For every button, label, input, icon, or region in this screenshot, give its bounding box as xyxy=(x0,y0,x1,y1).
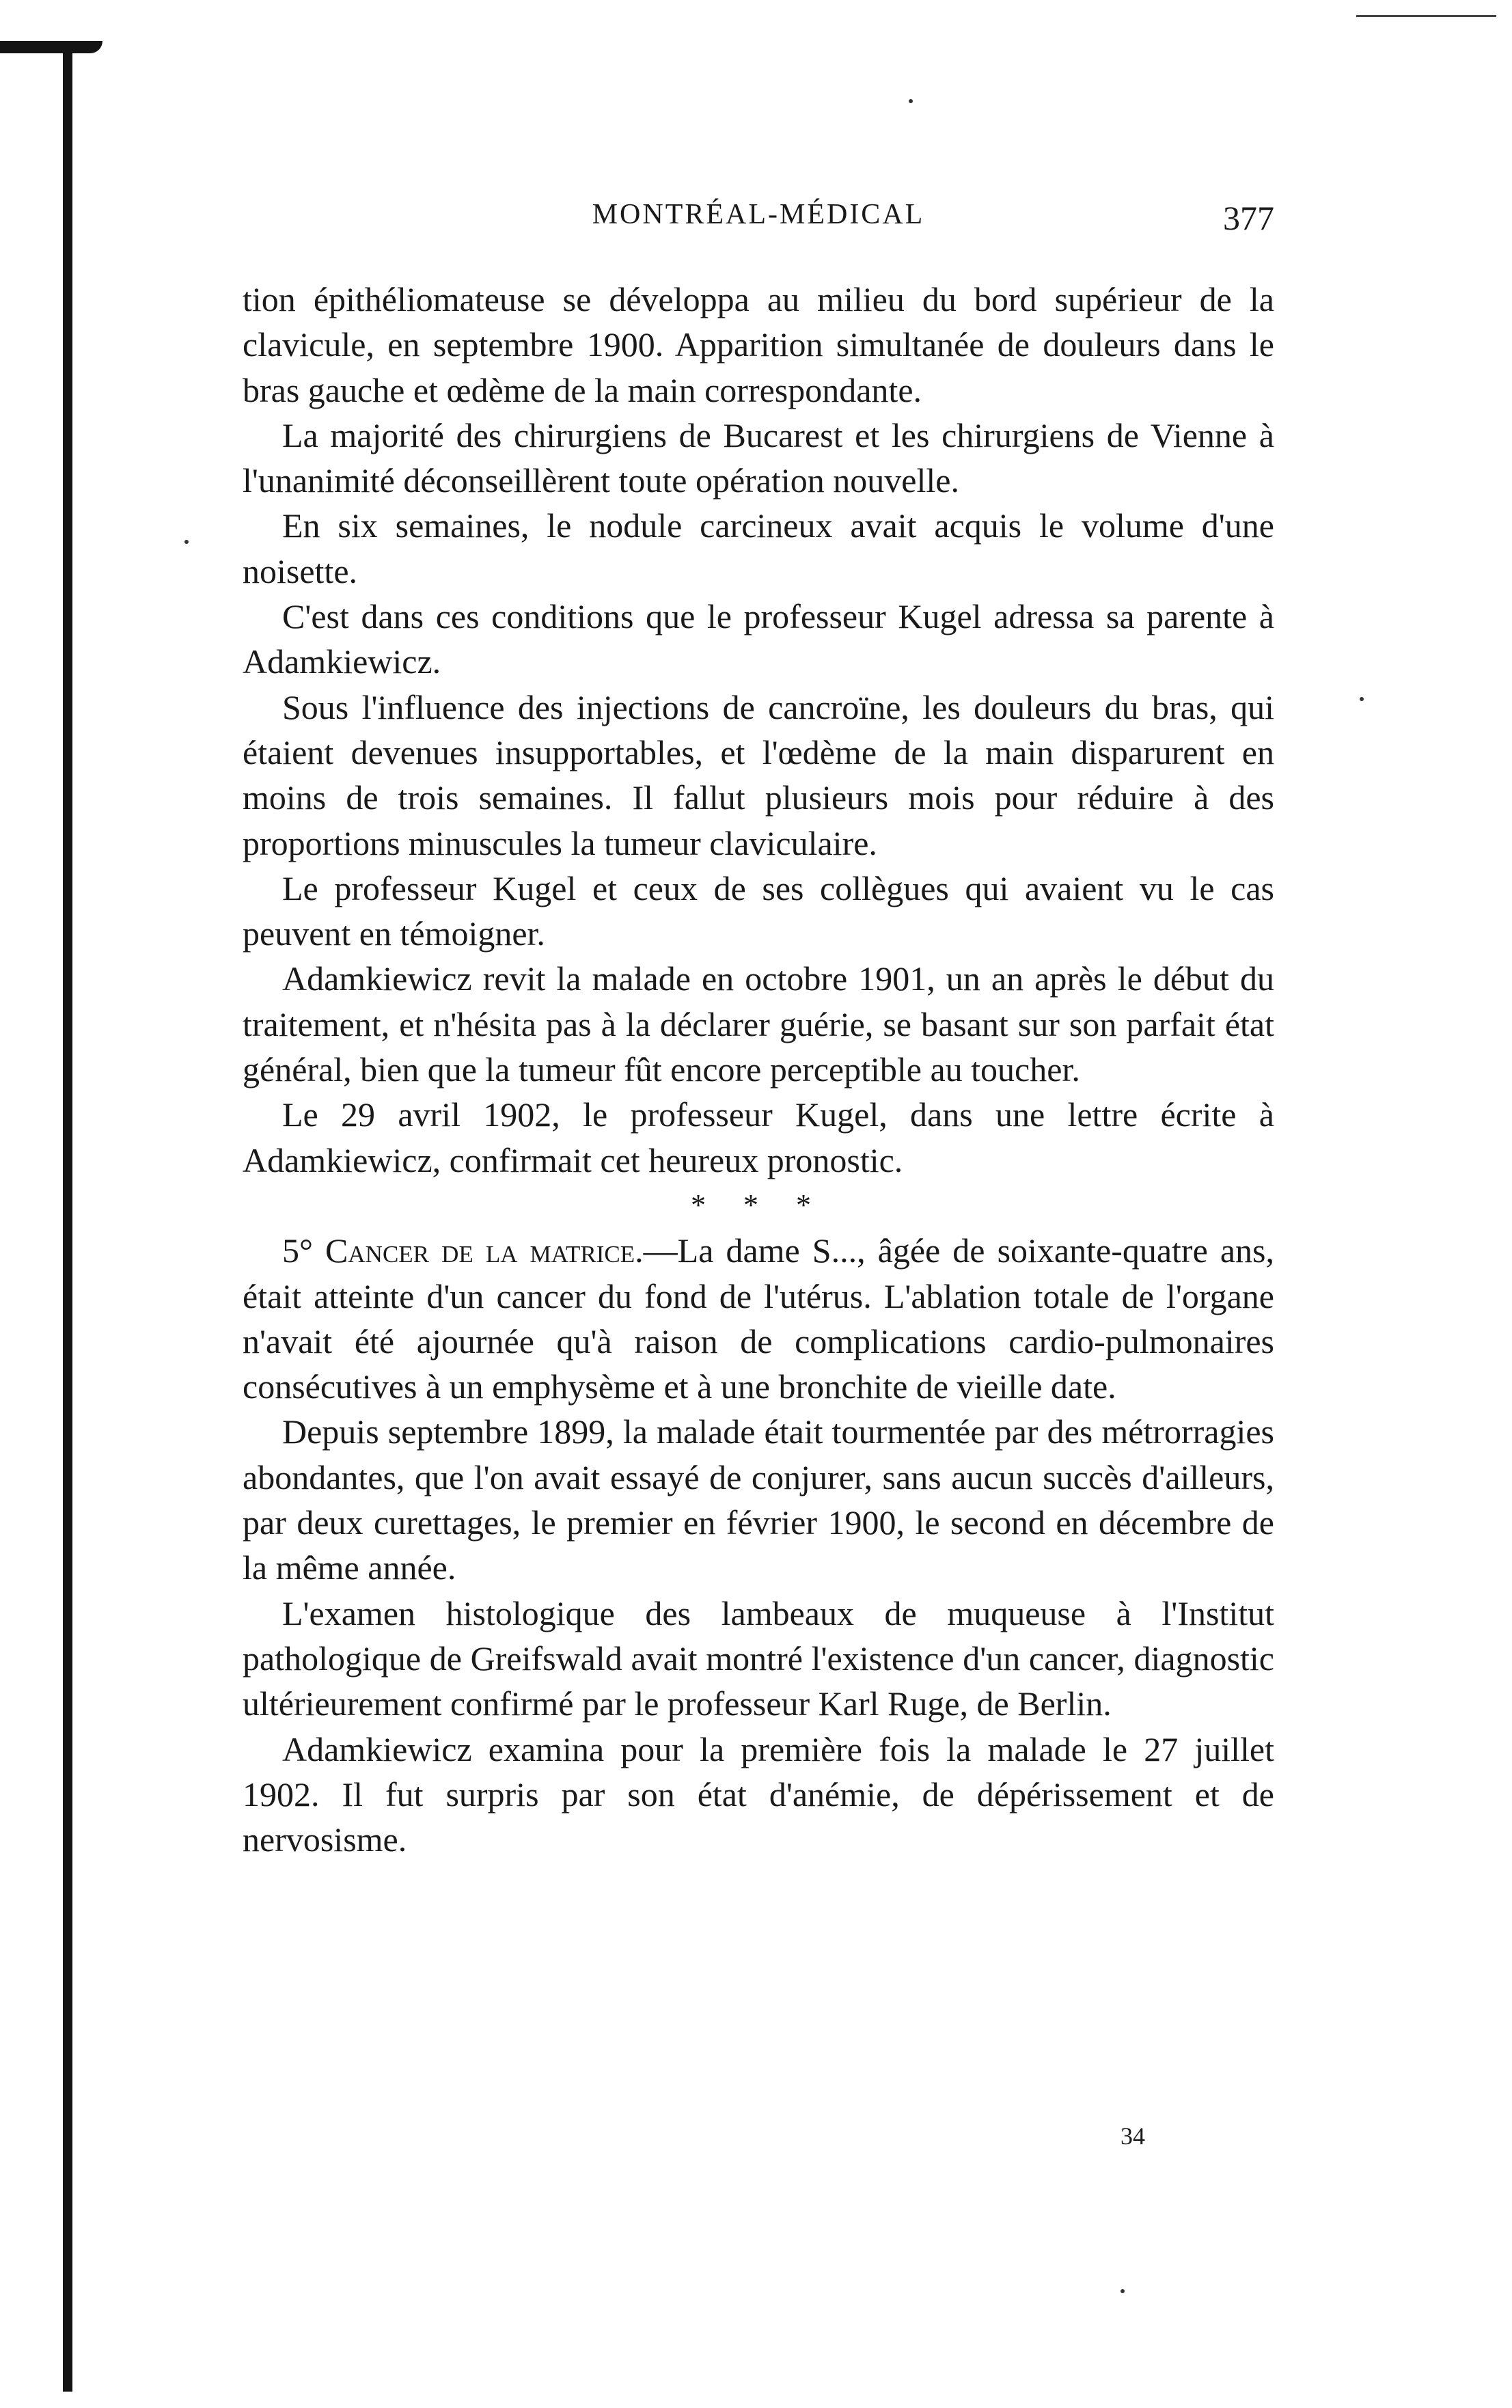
paragraph: Adamkiewicz revit la malade en octobre 1901, un an après le début du traitement, et n'hésita pas à la déclarer guérie, se basant sur son parfait état général, bien que la tumeur fût encore perceptible au toucher. xyxy=(243,959,1274,1089)
scan-speck xyxy=(1121,2289,1125,2293)
binding-edge-top xyxy=(0,41,102,53)
scan-speck xyxy=(909,99,913,103)
paragraph: L'examen histologique des lambeaux de muqueuse à l'Institut pathologique de Greifswald avait montré l'existence d'un cancer, diagnostic ultérieurement confirmé par le professeur Karl Ruge, de Berlin. xyxy=(243,1593,1274,1723)
top-edge-rule xyxy=(1356,15,1496,17)
paragraph: Le 29 avril 1902, le professeur Kugel, dans une lettre écrite à Adamkiewicz, confirmait cet heureux pronostic. xyxy=(243,1095,1274,1179)
paragraph: En six semaines, le nodule carcineux avait acquis le volume d'une noisette. xyxy=(243,506,1274,590)
binding-edge xyxy=(63,41,72,2392)
running-head xyxy=(243,198,1274,239)
body-text xyxy=(243,277,1274,1862)
signature-mark: 34 xyxy=(1121,2122,1145,2150)
page-number: 377 xyxy=(1223,199,1274,237)
paragraph: Adamkiewicz examina pour la première fois la malade le 27 juillet 1902. Il fut surpris par son état d'anémie, de dépérissement et de nervosisme. xyxy=(243,1729,1274,1859)
paragraph: La majorité des chirurgiens de Bucarest et les chirurgiens de Vienne à l'unanimité déconseillèrent toute opération nouvelle. xyxy=(243,415,1274,500)
paragraph: Le professeur Kugel et ceux de ses collègues qui avaient vu le cas peuvent en témoigner. xyxy=(243,868,1274,953)
paragraph: Sous l'influence des injections de cancroïne, les douleurs du bras, qui étaient devenues insupportables, et l'œdème de la main disparurent en moins de trois semaines. Il fallut plusieurs mois pour réduire à des proportions minuscules la tumeur claviculaire. xyxy=(243,687,1274,862)
paragraph: Depuis septembre 1899, la malade était tourmentée par des métrorragies abondantes, que l'on avait essayé de conjurer, sans aucun succès d'ailleurs, par deux curettages, le premier en février 1900, le second en décembre de la même année. xyxy=(243,1412,1274,1587)
scan-speck xyxy=(1360,697,1364,701)
section-lead: —La dame S..., âgée de soixante-quatre ans, était atteinte d'un cancer du fond de l'utérus. L'ablation totale de l'organe n'avait été ajournée qu'à raison de complications cardio-pulmonaires consécutives à un emphysème et à une bronchite de vieille date. xyxy=(243,1231,1274,1406)
paragraph: tion épithéliomateuse se développa au milieu du bord supérieur de la clavicule, en septembre 1900. Apparition simultanée de douleurs dans le bras gauche et œdème de la main correspondante. xyxy=(243,280,1274,409)
section-separator: * * * xyxy=(691,1188,826,1222)
paragraph: C'est dans ces conditions que le professeur Kugel adressa sa parente à Adamkiewicz. xyxy=(243,597,1274,681)
section-paragraph xyxy=(243,1228,1274,1409)
journal-title: MONTRÉAL-MÉDICAL xyxy=(592,199,925,230)
section-title: 5° Cancer de la matrice. xyxy=(282,1231,644,1270)
scan-speck xyxy=(184,540,189,544)
